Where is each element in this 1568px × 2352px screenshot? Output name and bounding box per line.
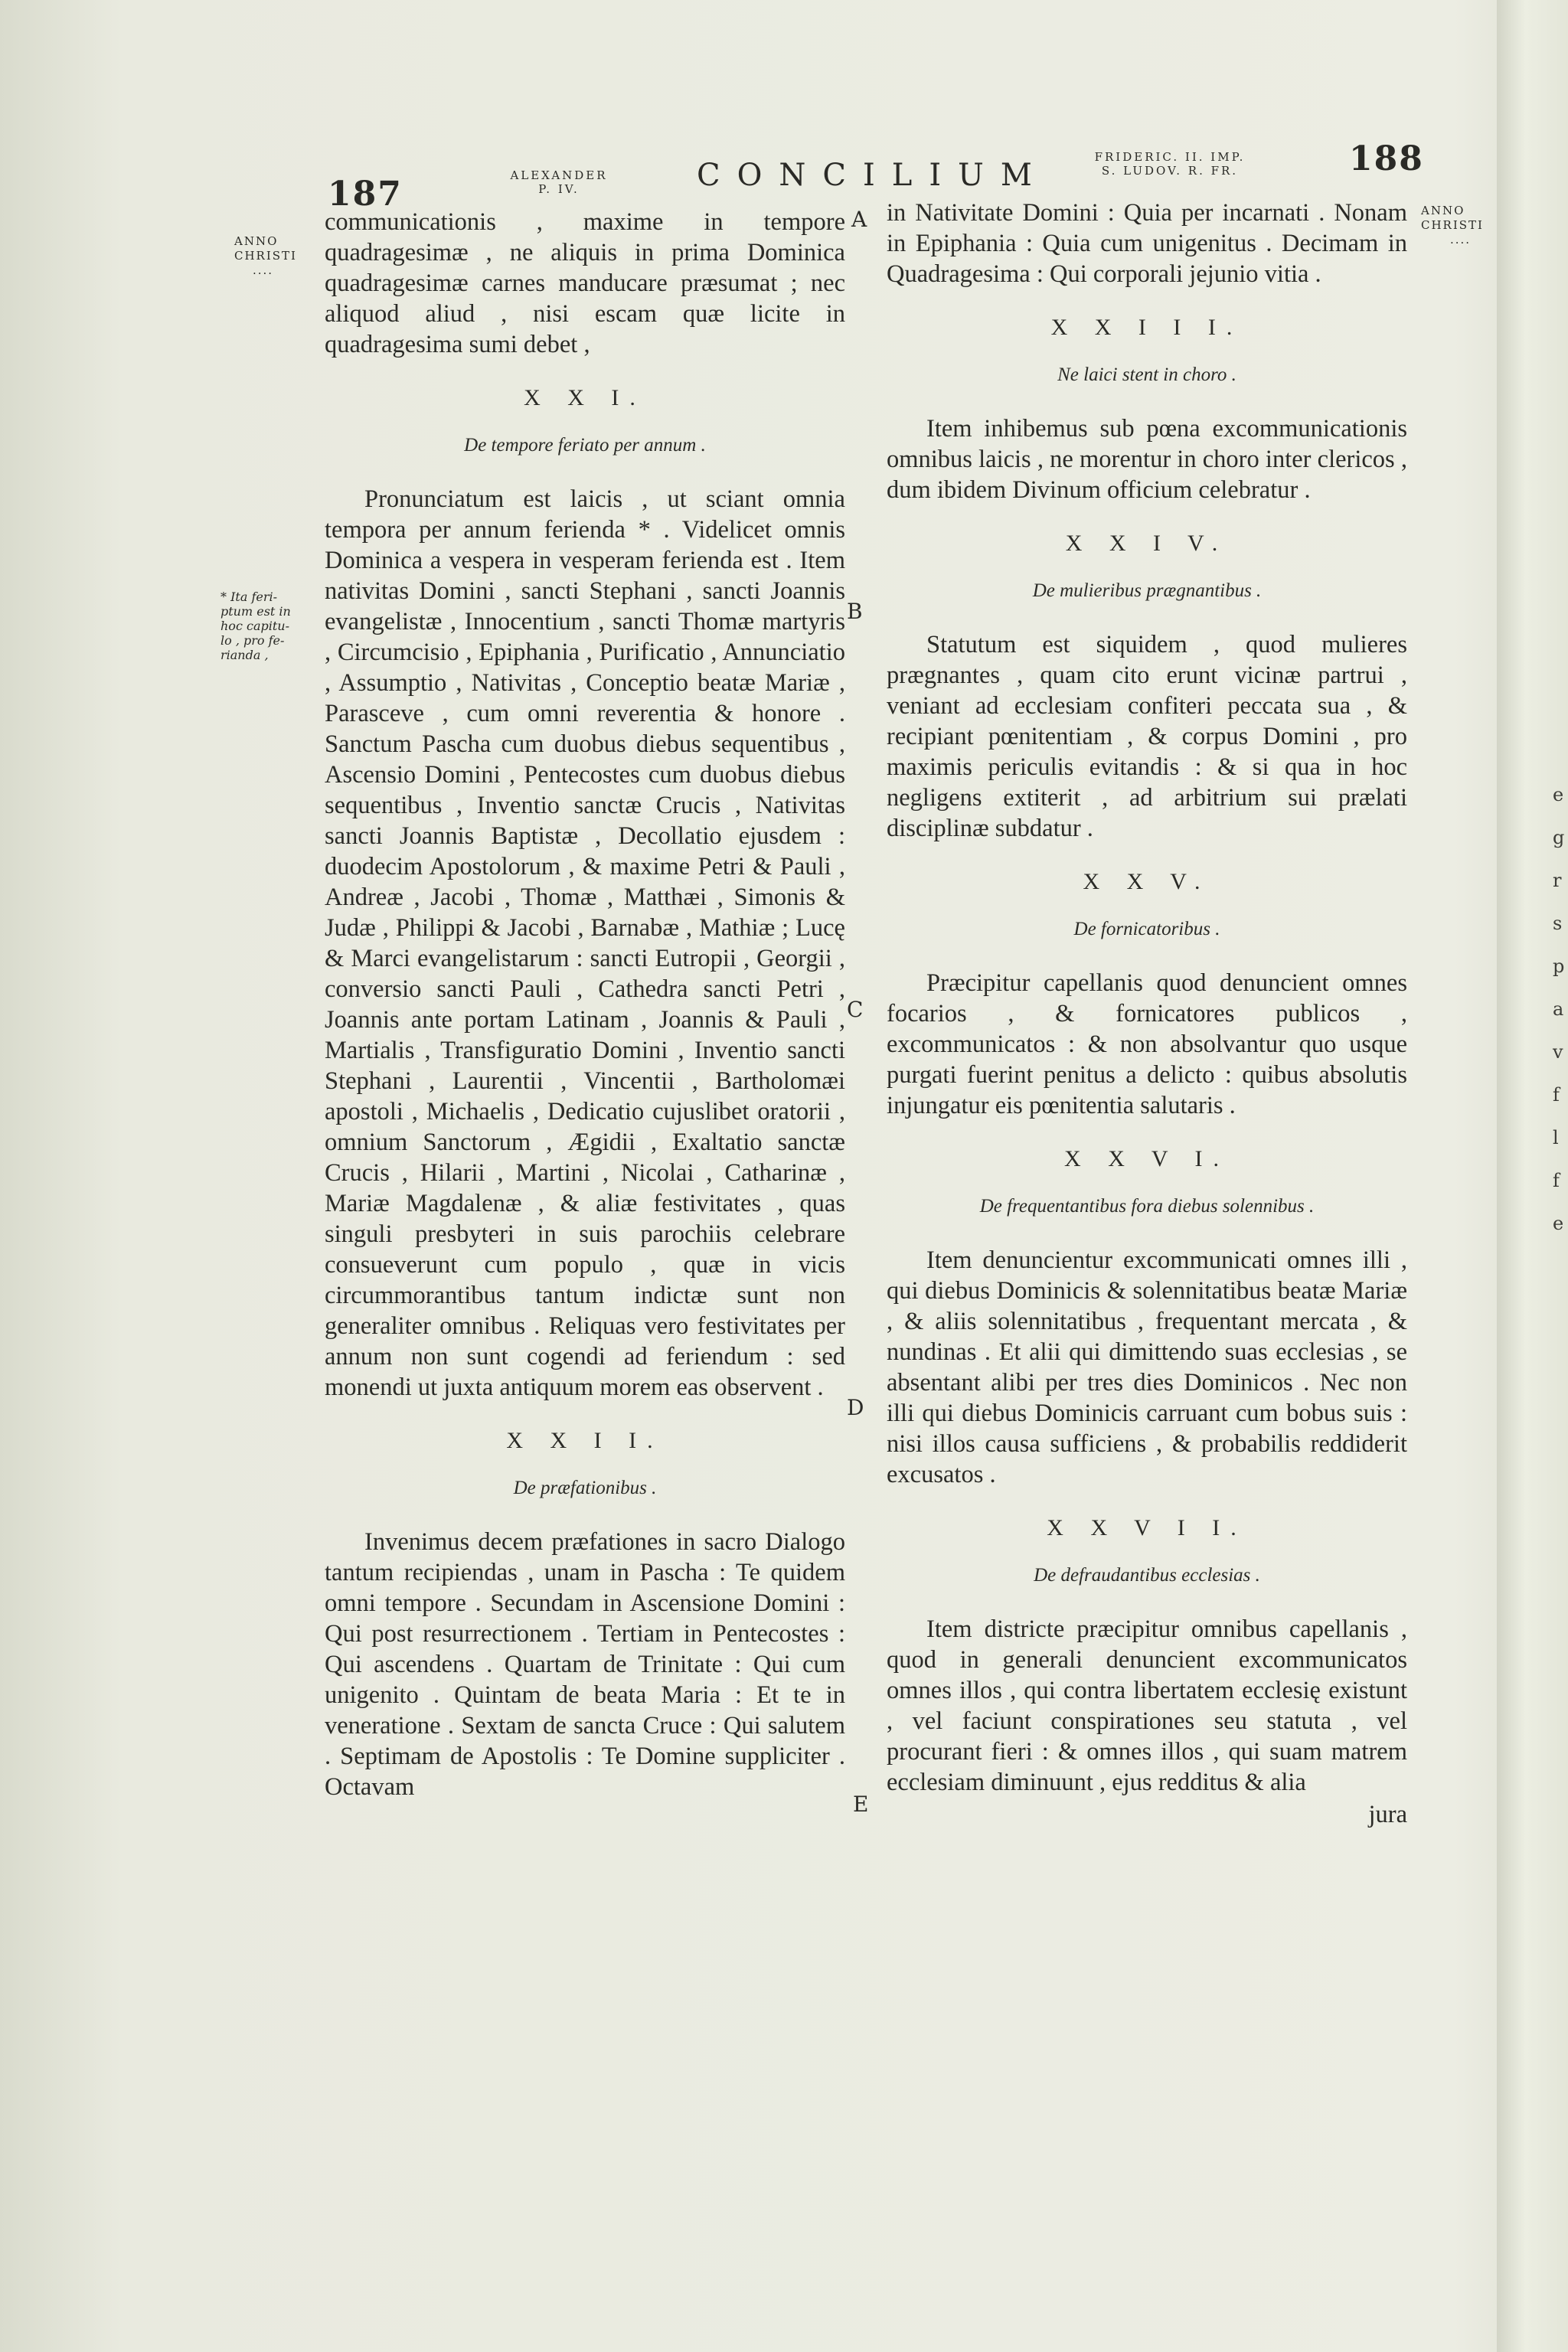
catchword: jura	[1368, 1801, 1407, 1828]
note-line: * Ita feri-	[220, 590, 278, 604]
chapter-title: De mulieribus prægnantibus .	[1032, 580, 1262, 601]
chapter-text: Item districte præcipitur omnibus capellanis , quod in generali denuncient excommunicatos omnes illos , qui contra libertatem ecclesię existunt , vel faciunt conspirationes seu statuta , vel procurant fieri : & omnes illos , qui suam matrem ecclesiam diminuunt , ejus redditus & alia	[887, 1615, 1407, 1796]
chapter-text: Item denuncientur excommunicati omnes illi , qui diebus Dominicis & solennitatibus beatæ Mariæ , & aliis solennitatibus , frequentant mercata , & nundinas . Et alii qui dimittendo suas ecclesias , se absentant alibi per tres dies Dominicos . Nec non illi qui diebus Dominicis carruant cum bobus suis : nisi illos causa sufficiens , & probabilis reddiderit excusatos .	[887, 1246, 1407, 1488]
fragment: e	[1553, 784, 1564, 805]
chapter-title: De frequentantibus fora diebus solennibus .	[979, 1196, 1315, 1217]
section-letter-d: D	[847, 1395, 864, 1420]
chapter-title: De præfationibus .	[513, 1478, 657, 1498]
chapter-number: X X V.	[1083, 869, 1211, 894]
running-head-line: P. IV.	[538, 182, 580, 196]
left-running-head	[498, 168, 620, 196]
chapter-title: De fornicatoribus .	[1073, 919, 1220, 939]
note-line: rianda ,	[220, 648, 269, 662]
margin-word: ANNO	[1421, 204, 1465, 217]
chapter-number: X X V I I.	[1047, 1515, 1247, 1540]
margin-word: CHRISTI	[1421, 218, 1484, 232]
chapter-number: X X I.	[524, 385, 646, 410]
facing-page-fragments	[1553, 773, 1568, 1245]
paragraph-continuation: communicationis , maxime in tempore quadragesimæ , ne aliquis in prima Dominica quadragesimæ carnes manducare præsumat ; nec aliquod aliud , nisi escam quæ licite in quadragesima sumi debet ,	[325, 208, 845, 358]
note-line: lo , pro fe-	[220, 633, 285, 648]
fragment: a	[1553, 998, 1564, 1020]
fragment: p	[1553, 956, 1565, 977]
chapter-number: X X I I.	[506, 1428, 664, 1453]
right-page-number: 188	[1349, 139, 1424, 178]
section-letter-e: E	[853, 1792, 869, 1817]
section-letter-c: C	[847, 997, 864, 1022]
fragment: v	[1553, 1041, 1563, 1063]
left-page-number: 187	[328, 175, 403, 214]
fragment: f	[1553, 1170, 1560, 1191]
note-line: hoc capitu-	[220, 619, 289, 633]
chapter-title: De tempore feriato per annum .	[464, 435, 706, 456]
running-head-line: ALEXANDER	[510, 168, 608, 182]
fragment: e	[1553, 1213, 1564, 1234]
fragment: g	[1553, 827, 1565, 848]
running-head-line: FRIDERIC. II. IMP.	[1094, 150, 1246, 164]
section-letter-a: A	[851, 207, 867, 232]
paragraph-continuation: in Nativitate Domini : Quia per incarnati . Nonam in Epiphania : Quia cum unigenitus . Decimam in Quadragesima : Qui corporali jejunio vitia .	[887, 199, 1407, 288]
right-column	[887, 198, 1407, 1830]
left-column	[325, 207, 845, 1802]
chapter-title: Ne laici stent in choro .	[1057, 364, 1236, 385]
margin-footnote	[220, 590, 320, 662]
chapter-text: Statutum est siquidem , quod mulieres prægnantes , quam cito erunt vicinæ partrui , veniant ad ecclesiam confiteri peccata sua , & recipiant pœnitentiam , & corpus Domini , pro maximis periculis evitandis : & si qua in hoc negligens extiterit , ad arbitrium sui prælati disciplinæ subdatur .	[887, 631, 1407, 842]
note-line: ptum est in	[220, 604, 291, 619]
margin-word: ....	[253, 263, 274, 277]
chapter-number: X X I V.	[1065, 531, 1229, 556]
margin-word: CHRISTI	[234, 249, 297, 263]
margin-word: ANNO	[234, 234, 279, 248]
chapter-text: Item inhibemus sub pœna excommunicationis omnibus laicis , ne morentur in choro inter clericos , dum ibidem Divinum officium celebratur .	[887, 415, 1407, 504]
fragment: r	[1553, 870, 1562, 891]
section-letter-b: B	[847, 599, 863, 624]
right-running-head	[1070, 150, 1269, 178]
fragment: s	[1553, 913, 1563, 934]
chapter-text: Pronunciatum est laicis , ut sciant omnia tempora per annum ferienda * . Videlicet omnis Dominica a vespera in vesperam ferienda est . Item nativitas Domini , sancti Stephani , sancti Joannis evangelistæ , Innocentium , sancti Thomæ martyris , Circumcisio , Epiphania , Purificatio , Annunciatio , Assumptio , Nativitas , Conceptio beatæ Mariæ , Parasceve , cum omni reverentia & honore . Sanctum Pascha cum duobus diebus sequentibus , Ascensio Domini , Pentecostes cum duobus diebus sequentibus , Inventio sanctæ Crucis , Nativitas sancti Joannis Baptistæ , Decollatio ejusdem : duodecim Apostolorum , & maxime Petri & Pauli , Andreæ , Jacobi , Thomæ , Matthæi , Simonis & Judæ , Philippi & Jacobi , Barnabæ , Mathiæ ; Lucę & Marci evangelistarum : sancti Eutropii , Georgii , conversio sancti Pauli , Cathedra sancti Petri , Joannis ante portam Latinam , Joannis & Pauli , Martialis , Transfiguratio Domini , Inventio sancti Stephani , Laurentii , Vincentii , Bartholomæi apostoli , Michaelis , Dedicatio cujuslibet oratorii , omnium Sanctorum , Ægidii , Exaltatio sanctæ Crucis , Hilarii , Martini , Nicolai , Catharinæ , Mariæ Magdalenæ , & aliæ festivitates , quas singuli presbyteri in suis parochiis celebrare consueverunt cum populo , quæ in vicis circummorantibus tantum indictæ sunt non generaliter omnibus . Reliquas vero festivitates per annum non sunt cogendi ad feriendum : sed monendi ut juxta antiquum morem eas observent .	[325, 485, 845, 1401]
chapter-text: Invenimus decem præfationes in sacro Dialogo tantum recipiendas , unam in Pascha : Te quidem omni tempore . Secundam in Ascensione Domini : Qui post resurrectionem . Tertiam in Pentecostes : Qui ascendens . Quartam de Trinitate : Qui cum unigenito . Quintam de beata Maria : Et te in veneratione . Sextam de sancta Cruce : Qui salutem . Septimam de Apostolis : Te Domine suppliciter . Octavam	[325, 1528, 845, 1801]
margin-word: ....	[1450, 233, 1472, 247]
fragment: f	[1553, 1084, 1560, 1106]
chapter-text: Præcipitur capellanis quod denuncient omnes focarios , & fornicatores publicos , excommunicatos : & non absolvantur quo usque purgati fuerint penitus a delicto : quibus absolutis injungatur eis pœnitentia salutaris .	[887, 969, 1407, 1119]
chapter-title: De defraudantibus ecclesias .	[1034, 1565, 1260, 1586]
running-head-line: S. LUDOV. R. FR.	[1101, 164, 1239, 178]
anno-christi-right	[1421, 204, 1498, 247]
fragment: l	[1553, 1127, 1559, 1148]
page-title: CONCILIUM	[697, 158, 1049, 193]
anno-christi-left	[234, 234, 318, 278]
chapter-number: X X V I.	[1064, 1146, 1230, 1171]
chapter-number: X X I I I.	[1050, 315, 1243, 340]
